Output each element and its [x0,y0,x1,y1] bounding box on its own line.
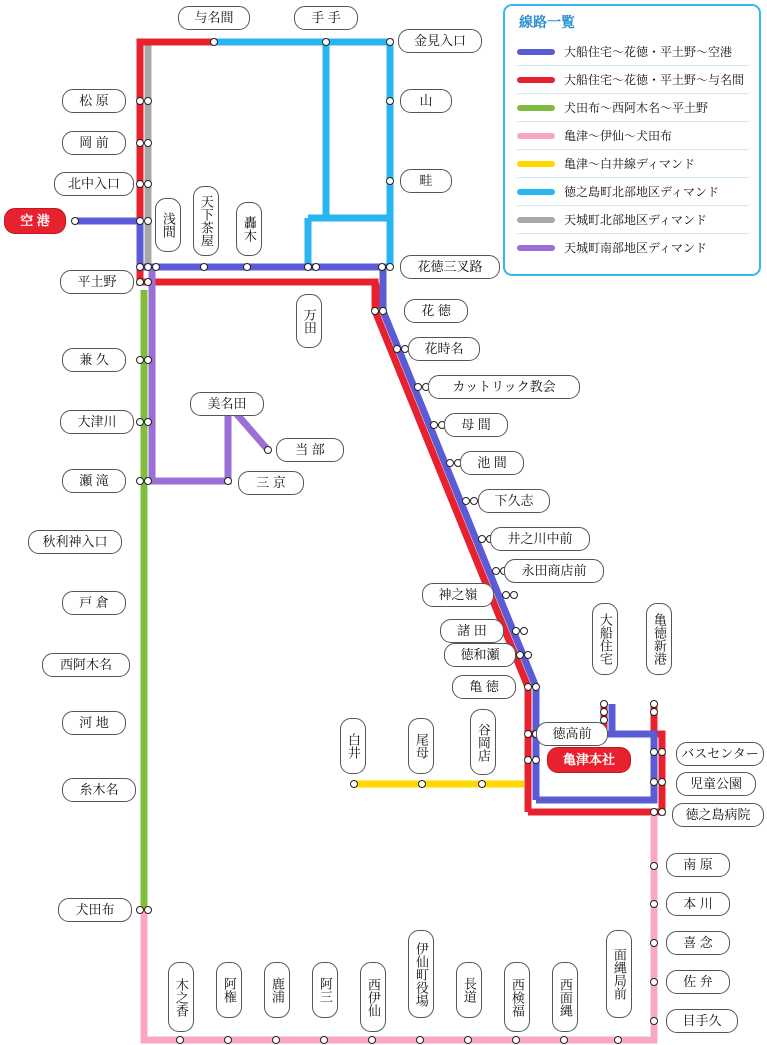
stop-dot [418,780,426,788]
station-label[interactable]: 母 間 [444,413,508,437]
stop-dot [650,939,658,947]
legend-color-swatch [517,49,555,55]
stop-dot [368,1036,376,1044]
stop-dot [650,978,658,986]
legend-item-label: 犬田布～西阿木名～平土野 [564,101,709,115]
legend-item [517,38,749,66]
station-label[interactable]: 永田商店前 [504,559,604,583]
station-label[interactable]: 犬田布 [58,898,132,922]
stop-dot [478,780,486,788]
stop-dot [378,263,386,271]
legend-item-label: 天城町北部地区ディマンド [564,213,708,227]
legend-item [517,94,749,122]
station-label[interactable]: 西検福 [504,962,530,1032]
stop-dot [492,567,500,575]
stop-dot [312,263,320,271]
stop-dot [136,418,144,426]
station-label[interactable]: 南 原 [666,853,730,877]
stop-dot [510,591,518,599]
stop-dot [136,217,144,225]
stop-dot [658,808,666,816]
stop-dot [320,1036,328,1044]
stop-dot [152,263,160,271]
legend-item-label: 亀津～伊仙～犬田布 [564,129,673,143]
station-label[interactable]: カットリック教会 [428,375,580,399]
stop-dot [136,97,144,105]
station-label[interactable]: 美名田 [190,392,264,416]
station-label[interactable]: 大船住宅 [592,603,618,675]
station-label[interactable]: 兼 久 [62,348,126,372]
legend-color-swatch [517,105,555,111]
stop-dot [532,683,540,691]
stop-dot [136,356,144,364]
station-label[interactable]: 目手久 [666,1009,738,1033]
stop-dot [502,591,510,599]
stop-dot [304,263,312,271]
station-label[interactable]: 三 京 [238,471,304,495]
stop-dot [350,780,358,788]
station-label[interactable]: 花 徳 [404,299,468,323]
stop-dot [224,1036,232,1044]
legend-item-label: 天城町南部地区ディマンド [564,241,708,255]
stop-dot [446,459,454,467]
stop-dot [386,177,394,185]
stop-dot [144,906,152,914]
station-label[interactable]: 天下茶屋 [193,186,219,256]
station-label[interactable]: 長道 [456,962,482,1018]
stop-dot [136,180,144,188]
station-label[interactable]: 亀徳新港 [646,603,672,675]
legend-title: 線路一覧 [519,14,575,30]
station-label[interactable]: 糸木名 [62,778,136,802]
stop-dot [524,756,532,764]
stop-dot [470,497,478,505]
station-label[interactable]: 諸 田 [440,619,504,643]
stop-dot [386,38,394,46]
station-label[interactable]: 下久志 [478,489,550,513]
stop-dot [478,535,486,543]
stop-dot [272,1036,280,1044]
legend-item [517,66,749,94]
stop-dot [144,217,152,225]
stop-dot [243,263,251,271]
station-label[interactable]: 徳高前 [536,722,608,746]
legend-item-label: 徳之島町北部地区ディマンド [564,185,720,199]
stop-dot [264,446,272,454]
station-label[interactable]: 亀津本社 [547,747,631,773]
station-label[interactable]: 神之嶺 [422,583,494,607]
stop-dot [532,756,540,764]
station-label[interactable]: 岡 前 [62,131,126,155]
station-label[interactable]: バスセンター [676,742,764,766]
stop-dot [393,345,401,353]
stop-dot [650,808,658,816]
stop-dot [144,263,152,271]
station-label[interactable]: 佐 弁 [666,970,730,994]
station-label[interactable]: 北中入口 [54,172,134,196]
legend-item-label: 大船住宅～花徳・平土野～空港 [564,45,733,59]
stop-dot [414,383,422,391]
station-label[interactable]: 阿権 [216,962,242,1018]
stop-dot [524,651,532,659]
stop-dot [650,900,658,908]
stop-dot [462,497,470,505]
legend-color-swatch [517,245,555,251]
station-label[interactable]: 山 [400,89,452,113]
stop-dot [371,307,379,315]
stop-dot [136,263,144,271]
line-amagi-south-demand [152,267,268,481]
stop-dot [516,651,524,659]
station-label[interactable]: 瀬 滝 [62,469,126,493]
station-label[interactable]: 井之川中前 [490,527,590,551]
legend-color-swatch [517,133,555,139]
stop-dot [71,217,79,225]
legend-item [517,234,749,261]
stop-dot [600,700,608,708]
legend-color-swatch [517,217,555,223]
stop-dot [650,748,658,756]
stop-dot [136,278,144,286]
station-label[interactable]: 西伊仙 [360,962,386,1032]
stop-dot [144,97,152,105]
line-ofuna-airport [75,221,654,800]
stop-dot [210,38,218,46]
station-label[interactable]: 河 地 [62,711,126,735]
station-label[interactable]: 花時名 [408,337,480,361]
stop-dot [144,139,152,147]
stop-dot [512,1036,520,1044]
legend-item [517,122,749,150]
station-label[interactable]: 花徳三叉路 [400,255,500,279]
station-label[interactable]: 西阿木名 [42,653,130,677]
stop-dot [322,38,330,46]
legend-panel [503,4,761,276]
stop-dot [379,307,387,315]
station-label[interactable]: 亀 徳 [452,675,516,699]
station-label[interactable]: 万田 [296,294,322,348]
station-label[interactable]: 金見入口 [398,29,482,53]
station-label[interactable]: 谷岡店 [470,709,496,775]
legend-item [517,150,749,178]
station-label[interactable]: 手 手 [294,6,358,30]
station-label[interactable]: 秋利神入口 [28,530,122,554]
station-label[interactable]: 浅間 [155,198,181,252]
legend-item [517,178,749,206]
stop-dot [464,1036,472,1044]
station-label[interactable]: 池 間 [460,451,524,475]
stop-dot [600,708,608,716]
stop-dot [144,477,152,485]
legend-item-label: 大船住宅～花徳・平土野～与名間 [564,73,745,87]
stop-dot [144,356,152,364]
stop-dot [560,1036,568,1044]
station-label[interactable]: 平土野 [60,270,134,294]
station-label[interactable]: 当 部 [276,438,344,462]
legend-item-label: 亀津～白井線ディマンド [564,157,696,171]
stop-dot [144,180,152,188]
stop-dot [144,418,152,426]
station-label[interactable]: 尾母 [408,718,434,774]
stop-dot [200,263,208,271]
station-label[interactable]: 白井 [340,718,366,774]
stop-dot [144,278,152,286]
stop-dot [524,730,532,738]
stop-dot [650,778,658,786]
stop-dot [136,477,144,485]
station-label[interactable]: 喜 念 [666,931,730,955]
stop-dot [650,1017,658,1025]
stop-dot [658,748,666,756]
stop-dot [136,906,144,914]
station-label[interactable]: 本 川 [666,892,730,916]
station-label[interactable]: 徳之島病院 [672,803,764,827]
station-label[interactable]: 松 原 [62,89,126,113]
stop-dot [386,263,394,271]
station-label[interactable]: 西面縄 [552,962,578,1032]
stop-dot [650,708,658,716]
legend-item [517,206,749,234]
station-label[interactable]: 与名間 [178,6,250,30]
station-label[interactable]: 戸 倉 [62,591,126,615]
station-label[interactable]: 伊仙町役場 [408,930,434,1018]
station-label[interactable]: 轟木 [236,202,262,256]
stop-dot [520,627,528,635]
station-label[interactable]: 徳和瀬 [444,643,516,667]
stop-dot [658,778,666,786]
station-label[interactable]: 畦 [400,169,452,193]
stop-dot [416,1036,424,1044]
station-label[interactable]: 木之香 [168,962,194,1032]
legend-color-swatch [517,161,555,167]
stop-dot [650,862,658,870]
station-label[interactable]: 鹿浦 [264,962,290,1018]
station-label[interactable]: 空 港 [4,208,66,234]
station-label[interactable]: 大津川 [60,410,134,434]
station-label[interactable]: 児童公園 [676,772,756,796]
stop-dot [386,97,394,105]
stop-dot [524,683,532,691]
legend-color-swatch [517,189,555,195]
stop-dot [512,627,520,635]
stop-dot [614,1036,622,1044]
stop-dot [430,421,438,429]
station-label[interactable]: 阿三 [312,962,338,1018]
station-label[interactable]: 面縄局前 [606,930,632,1018]
stop-dot [650,700,658,708]
stop-dot [176,1036,184,1044]
stop-dot [136,139,144,147]
legend-color-swatch [517,77,555,83]
legend-rows [517,38,749,261]
stop-dot [224,477,232,485]
